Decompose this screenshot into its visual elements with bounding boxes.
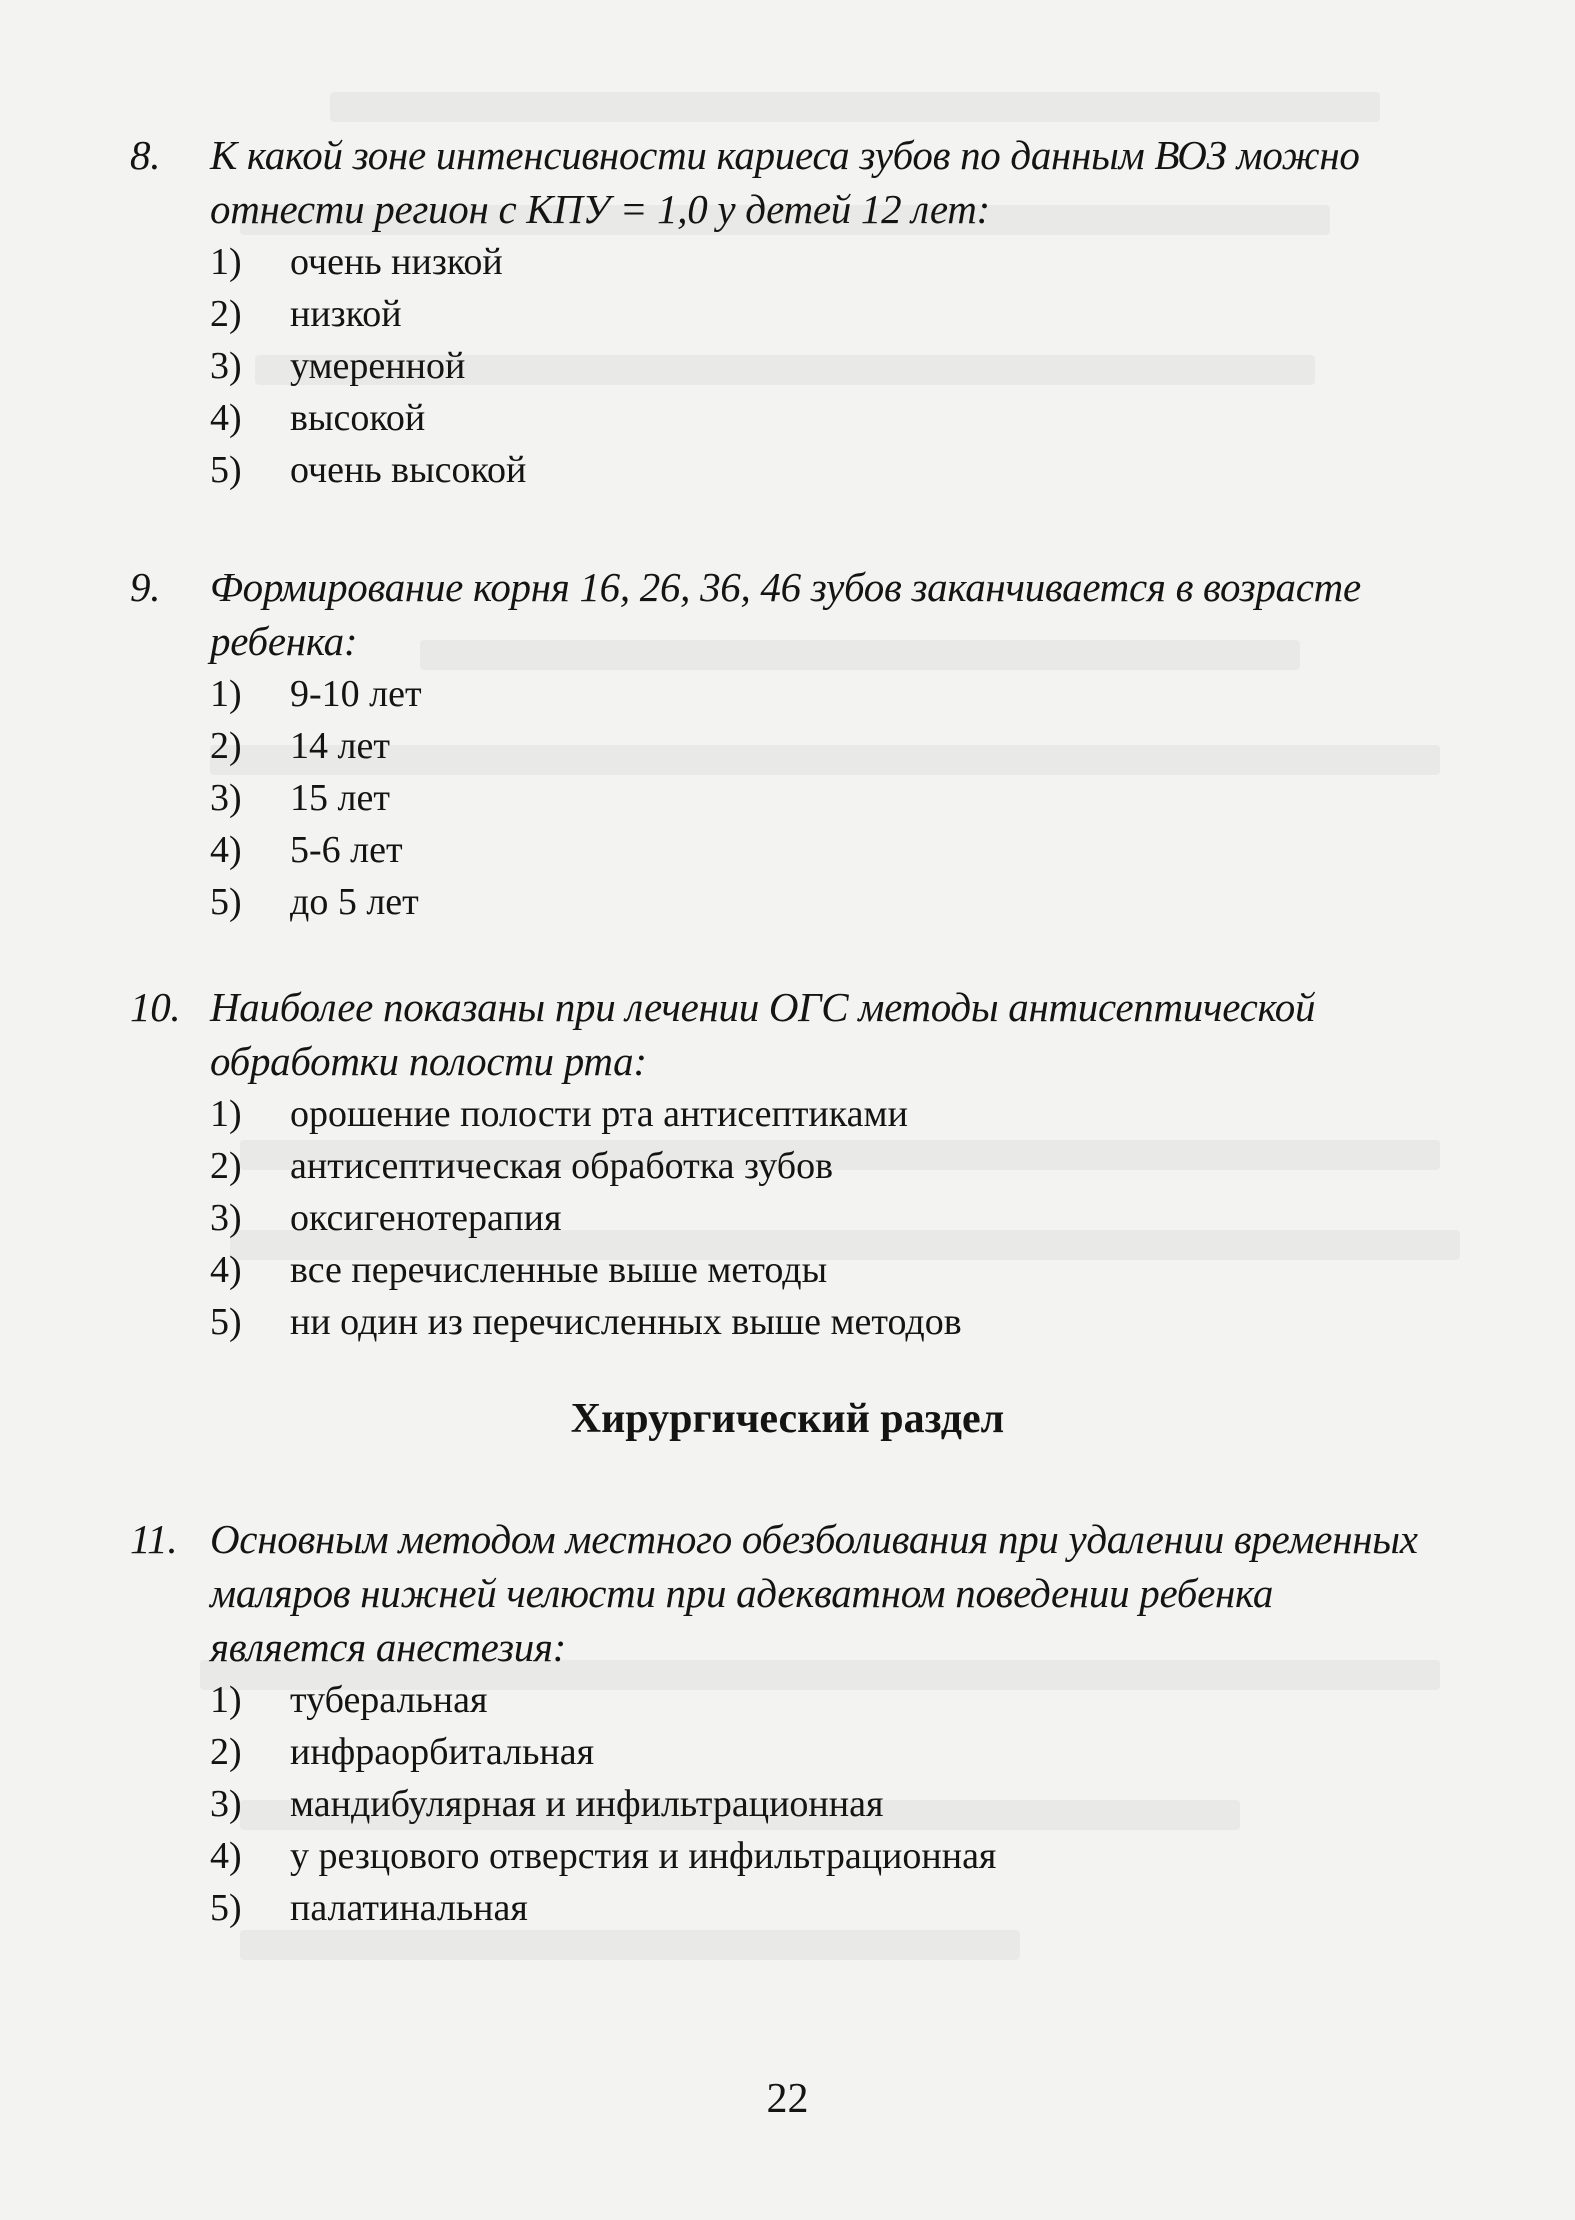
- option-text: очень низкой: [290, 241, 503, 283]
- option-number: 5): [210, 1301, 242, 1343]
- section-title: Хирургический раздел: [570, 1396, 1005, 1442]
- question-10: [130, 980, 1420, 1348]
- question-number: 10.: [130, 984, 181, 1030]
- option-number: 2): [210, 725, 242, 767]
- answer-option: [130, 288, 1420, 340]
- option-text: ни один из перечисленных выше методов: [290, 1301, 962, 1343]
- option-text: низкой: [290, 293, 402, 335]
- option-number: 1): [210, 1093, 242, 1135]
- option-number: 5): [210, 1887, 242, 1929]
- answer-option: [130, 1296, 1420, 1348]
- option-number: 1): [210, 1679, 242, 1721]
- option-number: 4): [210, 1835, 242, 1877]
- page-number: 22: [766, 2076, 809, 2122]
- option-text: туберальная: [290, 1679, 488, 1721]
- question-11: [130, 1512, 1420, 1934]
- question-number: 11.: [130, 1516, 178, 1562]
- option-text: высокой: [290, 397, 426, 439]
- option-number: 4): [210, 829, 242, 871]
- answer-option: [130, 772, 1420, 824]
- option-number: 5): [210, 449, 242, 491]
- answer-option: [130, 1778, 1420, 1830]
- question-number: 9.: [130, 564, 161, 610]
- answer-option: [130, 720, 1420, 772]
- answer-option: [130, 1674, 1420, 1726]
- option-text: орошение полости рта антисептиками: [290, 1093, 908, 1135]
- option-text: очень высокой: [290, 449, 527, 491]
- question-prompt: Наиболее показаны при лечении ОГС методы антисептической обработки полости рта:: [210, 984, 1316, 1084]
- option-number: 3): [210, 777, 242, 819]
- question-8: [130, 128, 1420, 496]
- question-text: [130, 128, 1420, 236]
- option-number: 1): [210, 241, 242, 283]
- option-text: антисептическая обработка зубов: [290, 1145, 834, 1187]
- answer-option: [130, 668, 1420, 720]
- answer-option: [130, 824, 1420, 876]
- option-number: 2): [210, 293, 242, 335]
- answer-option: [130, 444, 1420, 496]
- option-text: палатинальная: [290, 1887, 528, 1929]
- answer-option: [130, 876, 1420, 928]
- option-text: 9-10 лет: [290, 673, 422, 715]
- question-prompt: Основным методом местного обезболивания при удалении временных маляров нижней челюсти при адекватном поведении ребенка является анестезия:: [210, 1516, 1418, 1670]
- option-number: 3): [210, 1783, 242, 1825]
- question-number: 8.: [130, 132, 161, 178]
- option-text: инфраорбитальная: [290, 1731, 595, 1773]
- answer-option: [130, 392, 1420, 444]
- option-text: мандибулярная и инфильтрационная: [290, 1783, 884, 1825]
- answer-options: [130, 236, 1420, 496]
- option-number: 1): [210, 673, 242, 715]
- option-number: 4): [210, 1249, 242, 1291]
- answer-option: [130, 1830, 1420, 1882]
- option-text: 15 лет: [290, 777, 390, 819]
- option-number: 2): [210, 1145, 242, 1187]
- answer-option: [130, 236, 1420, 288]
- answer-options: [130, 668, 1420, 928]
- option-text: 5-6 лет: [290, 829, 403, 871]
- option-number: 2): [210, 1731, 242, 1773]
- answer-options: [130, 1674, 1420, 1934]
- answer-option: [130, 340, 1420, 392]
- option-number: 3): [210, 1197, 242, 1239]
- option-number: 4): [210, 397, 242, 439]
- answer-option: [130, 1140, 1420, 1192]
- option-text: у резцового отверстия и инфильтрационная: [290, 1835, 997, 1877]
- question-text: [130, 560, 1420, 668]
- option-text: умеренной: [290, 345, 466, 387]
- question-prompt: Формирование корня 16, 26, 36, 46 зубов заканчивается в возрасте ребенка:: [210, 564, 1361, 664]
- answer-option: [130, 1882, 1420, 1934]
- answer-options: [130, 1088, 1420, 1348]
- answer-option: [130, 1088, 1420, 1140]
- question-text: [130, 1512, 1420, 1674]
- option-text: 14 лет: [290, 725, 390, 767]
- option-number: 5): [210, 881, 242, 923]
- option-number: 3): [210, 345, 242, 387]
- option-text: до 5 лет: [290, 881, 419, 923]
- answer-option: [130, 1244, 1420, 1296]
- option-text: оксигенотерапия: [290, 1197, 562, 1239]
- question-text: [130, 980, 1420, 1088]
- option-text: все перечисленные выше методы: [290, 1249, 828, 1291]
- answer-option: [130, 1192, 1420, 1244]
- question-prompt: К какой зоне интенсивности кариеса зубов по данным ВОЗ можно отнести регион с КПУ = 1,0 у детей 12 лет:: [210, 132, 1360, 232]
- answer-option: [130, 1726, 1420, 1778]
- question-9: [130, 560, 1420, 928]
